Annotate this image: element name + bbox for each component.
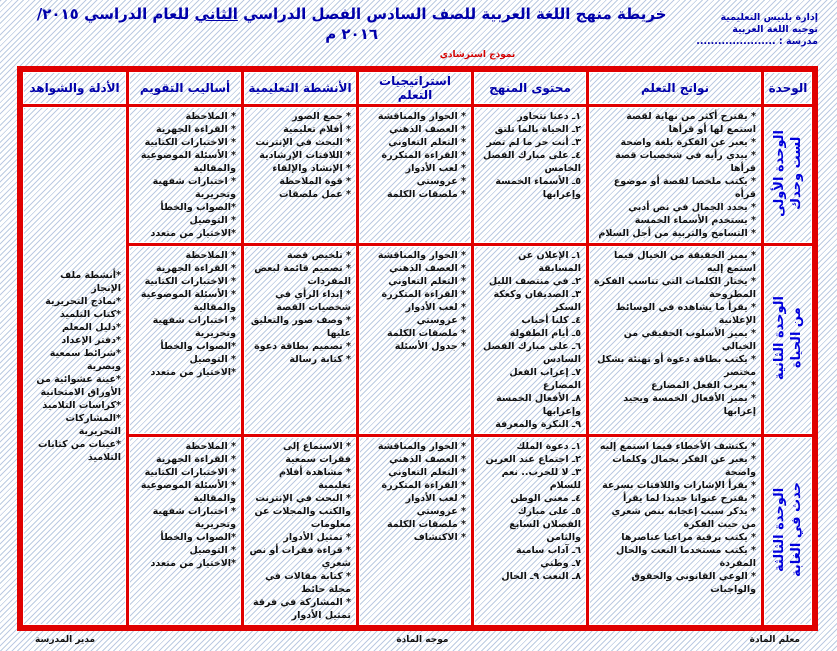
list-item: * يقترح عنوانا جديدا لما يقرأ bbox=[623, 493, 756, 504]
list-item: * الاختبارات الكتابية bbox=[144, 467, 236, 478]
list-item: ٦ـ على مبارك الفصل السادس bbox=[483, 341, 581, 365]
list-item: * يميز الأسلوب الحقيقي من الخيالي bbox=[623, 328, 756, 352]
item-list bbox=[479, 110, 581, 201]
list-item: * اللافتات الإرشادية bbox=[259, 150, 351, 161]
list-item: ٢ـ الحياة بالما تلتق bbox=[494, 124, 581, 135]
header-row bbox=[23, 72, 812, 104]
list-item: *كراسات التلاميذ bbox=[42, 399, 121, 411]
list-item: * العصف الذهني bbox=[389, 263, 466, 274]
list-item: * جدول الأسئلة bbox=[394, 341, 466, 352]
list-item: *دفتر الإعداد bbox=[61, 334, 121, 346]
list-item: * قراءة فقرات أو نص شعري bbox=[249, 545, 351, 569]
list-item: *الصواب والخطأ bbox=[160, 532, 236, 543]
col-strategies: استراتيجيات التعلم bbox=[359, 72, 471, 104]
list-item: ١ـ دعوة الملك bbox=[516, 441, 581, 452]
list-item: ٨ـ النعت ٩ـ الحال bbox=[501, 571, 581, 582]
outcomes-cell bbox=[589, 107, 761, 243]
list-item: ٩ـ النكرة والمعرفة bbox=[495, 419, 581, 430]
list-item: *المشاركات التحريرية bbox=[65, 412, 121, 437]
list-item: * لعب الأدوار bbox=[405, 302, 466, 313]
list-item: * الإنشاد والإلقاء bbox=[272, 163, 351, 174]
list-item: * الحوار والمناقشة bbox=[377, 441, 466, 452]
unit-label: الوحدة الثالثة حدث في الغابة bbox=[772, 481, 804, 577]
title-year: للعام الدراسي ٢٠١٥/ ٢٠١٦ م bbox=[36, 5, 379, 43]
list-item: * مشاهدة أفلام تعليمية bbox=[278, 467, 351, 491]
list-item: * القراءة المتكررة bbox=[381, 480, 466, 491]
list-item: * عروستي bbox=[416, 176, 466, 187]
item-list bbox=[594, 110, 756, 240]
unit-row-3 bbox=[23, 437, 812, 625]
list-item: * يذكر سبب إعجابه بنص شعري من حيث الفكرة bbox=[611, 506, 756, 530]
content-cell bbox=[474, 107, 586, 243]
list-item: * لعب الأدوار bbox=[405, 493, 466, 504]
list-item: *دليل المعلم bbox=[62, 321, 121, 333]
list-item: ٨ـ الأفعال الخمسة وإعرابها bbox=[496, 393, 581, 417]
item-list bbox=[134, 110, 236, 240]
list-item: ٢ـ في منتصف الليل bbox=[488, 276, 581, 287]
list-item: ٢ـ اجتماع عند العرين bbox=[485, 454, 581, 465]
list-item: *الصواب والخطأ bbox=[160, 341, 236, 352]
list-item: * الاختبارات الكتابية bbox=[144, 137, 236, 148]
teacher-signature: معلم المادة bbox=[749, 635, 800, 645]
col-outcomes: نواتج التعلم bbox=[589, 72, 761, 104]
page-header bbox=[17, 4, 818, 48]
list-item: * كتابة مقالات في مجلة حائط bbox=[265, 571, 351, 595]
list-item: * تلخيص قصة bbox=[286, 250, 351, 261]
assessment-cell bbox=[129, 246, 241, 434]
list-item: ٧ـ وطني bbox=[540, 558, 581, 569]
list-item: ٣ـ أنت حر ما لم تضر bbox=[486, 137, 581, 148]
list-item: * يكتب برقية مراعيا عناصرها bbox=[621, 532, 756, 543]
list-item: * قوة الملاحظة bbox=[279, 176, 351, 187]
list-item: * التعلم التعاوني bbox=[388, 137, 466, 148]
list-item: * القراءة المتكررة bbox=[381, 289, 466, 300]
admin-name: إدارة بلبيس التعليمية bbox=[720, 12, 818, 23]
list-item: ٣ـ لا للحرب.. نعم للسلام bbox=[501, 467, 581, 491]
list-item: * الاستماع إلى فقرات سمعية bbox=[283, 441, 351, 465]
list-item: * يعرب الفعل المضارع bbox=[651, 380, 756, 391]
list-item: * الملاحظة bbox=[185, 441, 236, 452]
list-item: * عروستي bbox=[416, 315, 466, 326]
item-list bbox=[28, 269, 121, 464]
unit-cell bbox=[764, 246, 812, 434]
list-item: * التوصيل bbox=[189, 545, 236, 556]
item-list bbox=[249, 110, 351, 201]
list-item: * اختبارات شفهية وتحريرية bbox=[152, 315, 236, 339]
signatures bbox=[17, 635, 818, 645]
item-list bbox=[249, 249, 351, 366]
list-item: * العصف الذهني bbox=[389, 124, 466, 135]
list-item: * تصميم بطاقة دعوة bbox=[254, 341, 351, 352]
list-item: * التسامح والتربية من أجل السلام bbox=[598, 228, 756, 239]
list-item: * يبدي رأيه في شخصيات قصة قرأها bbox=[615, 150, 756, 174]
unit-label: الوحدة الثانية من الحياة bbox=[772, 295, 804, 381]
outcomes-cell bbox=[589, 437, 761, 625]
content-cell bbox=[474, 437, 586, 625]
list-item: * التعلم التعاوني bbox=[388, 276, 466, 287]
col-activities: الأنشطة التعليمية bbox=[244, 72, 356, 104]
list-item: * التوصيل bbox=[189, 354, 236, 365]
list-item: * القراءة الجهرية bbox=[155, 263, 236, 274]
unit-cell bbox=[764, 107, 812, 243]
list-item: * وصف صور والتعليق عليها bbox=[250, 315, 351, 339]
item-list bbox=[364, 249, 466, 353]
list-item: * تصميم قائمة لبعض المفردات bbox=[254, 263, 351, 287]
list-item: * تمثيل الأدوار bbox=[283, 532, 351, 543]
list-item: *نماذج التحريرية bbox=[45, 295, 121, 307]
list-item: * إبداء الرأي في شخصيات القصة bbox=[275, 289, 351, 313]
list-item: * يميز الأفعال الخمسة ويجيد إعرابها bbox=[623, 393, 756, 417]
strategies-cell bbox=[359, 437, 471, 625]
list-item: * القراءة الجهرية bbox=[155, 454, 236, 465]
list-item: * يعبر عن الفكر بجمال وكلمات واضحة bbox=[612, 454, 756, 478]
list-item: * الاختبارات الكتابية bbox=[144, 276, 236, 287]
list-item: * عروستي bbox=[416, 506, 466, 517]
list-item: ٤ـ كلنا أحباب bbox=[521, 315, 581, 326]
list-item: * يحدد الجمال في نص أدبي bbox=[628, 202, 756, 213]
list-item: *عينات من كتابات التلاميذ bbox=[37, 438, 121, 463]
list-item: * التوصيل bbox=[189, 215, 236, 226]
unit-row-2 bbox=[23, 246, 812, 434]
curriculum-map-table bbox=[17, 66, 818, 631]
list-item: * اختبارات شفهية وتحريرية bbox=[152, 506, 236, 530]
list-item: *الصواب والخطأ bbox=[160, 202, 236, 213]
list-item: * عمل ملصقات bbox=[279, 189, 351, 200]
item-list bbox=[479, 249, 581, 431]
list-item: * يقرأ الإشارات واللافتات بسرعة bbox=[602, 480, 756, 491]
list-item: * أفلام تعليمية bbox=[283, 124, 351, 135]
list-item: * يكتب مستخدما النعت والحال المفردة bbox=[616, 545, 756, 569]
list-item: * الحوار والمناقشة bbox=[377, 250, 466, 261]
list-item: * جمع الصور bbox=[292, 111, 351, 122]
school-field: مدرسة : ...................... bbox=[696, 36, 818, 47]
list-item: ٧ـ إعراب الفعل المضارع bbox=[509, 367, 581, 391]
list-item: * المشاركة في فرقة تمثيل الأدوار bbox=[252, 597, 351, 621]
subtitle: نموذج استرشادي bbox=[439, 50, 516, 60]
list-item: * الوعي القانوني والحقوق والواجبات bbox=[631, 571, 756, 595]
list-item: * التعلم التعاوني bbox=[388, 467, 466, 478]
assessment-cell bbox=[129, 107, 241, 243]
list-item: *أنشطة ملف الإنجاز bbox=[60, 269, 121, 294]
list-item: * لعب الأدوار bbox=[405, 163, 466, 174]
list-item: * الحوار والمناقشة bbox=[377, 111, 466, 122]
list-item: ٥ـ على مبارك الفصلان السابع والثامن bbox=[509, 506, 581, 543]
unit-cell bbox=[764, 437, 812, 625]
list-item: * كتابة رسالة bbox=[289, 354, 351, 365]
list-item: *شرائط سمعية وبصرية bbox=[49, 347, 121, 372]
evidence-cell bbox=[23, 107, 126, 625]
list-item: * الأسئلة الموضوعية والمقالية bbox=[140, 480, 236, 504]
assessment-cell bbox=[129, 437, 241, 625]
col-unit: الوحدة bbox=[764, 72, 812, 104]
list-item: *الاختيار من متعدد bbox=[150, 558, 236, 569]
unit-label: الوحدة الأولى لست وحدك bbox=[772, 129, 804, 217]
item-list bbox=[594, 249, 756, 418]
activities-cell bbox=[244, 246, 356, 434]
list-item: * الملاحظة bbox=[185, 250, 236, 261]
supervision-name: توجيه اللغة العربية bbox=[732, 24, 818, 35]
list-item: * يكتب ملخصا لقصة أو موضوع قرأه bbox=[613, 176, 756, 200]
list-item: * يختار الكلمات التي تناسب الفكرة المطروحة bbox=[594, 276, 756, 300]
list-item: * العصف الذهني bbox=[389, 454, 466, 465]
list-item: * يعبر عن الفكرة بلغة واضحة bbox=[620, 137, 756, 148]
strategies-cell bbox=[359, 246, 471, 434]
list-item: ٤ـ معنى الوطن bbox=[510, 493, 581, 504]
list-item: * الاكتشاف bbox=[413, 532, 466, 543]
page-title bbox=[17, 4, 686, 44]
outcomes-cell bbox=[589, 246, 761, 434]
list-item: ٣ـ الصديقان وكعكة السكر bbox=[493, 289, 581, 313]
principal-signature: مدير المدرسة bbox=[35, 635, 96, 645]
list-item: * يميز الحقيقة من الخيال فيما استمع إليه bbox=[613, 250, 756, 274]
list-item: ٥ـ الأسماء الخمسة وإعرابها bbox=[495, 176, 581, 200]
item-list bbox=[479, 440, 581, 583]
list-item: * البحث في الإنترنت والكتب والمجلات عن معلومات bbox=[254, 493, 351, 530]
list-item: * يقترح أكثر من نهاية لقصة استمع لها أو قرأها bbox=[626, 111, 756, 135]
list-item: * يستخدم الأسماء الخمسة bbox=[634, 215, 756, 226]
list-item: * يكتشف الأخطاء فيما استمع إليه bbox=[599, 441, 756, 452]
strategies-cell bbox=[359, 107, 471, 243]
list-item: * الأسئلة الموضوعية والمقالية bbox=[140, 150, 236, 174]
col-content: محتوى المنهج bbox=[474, 72, 586, 104]
item-list bbox=[134, 440, 236, 570]
header-info bbox=[696, 4, 818, 48]
list-item: * اختبارات شفهية وتحريرية bbox=[152, 176, 236, 200]
content-cell bbox=[474, 246, 586, 434]
list-item: * البحث في الإنترنت bbox=[255, 137, 351, 148]
col-evidence: الأدلة والشواهد bbox=[23, 72, 126, 104]
item-list bbox=[364, 440, 466, 544]
list-item: ٥ـ أيام الطفولة bbox=[509, 328, 581, 339]
list-item: ٦ـ آداب سامية bbox=[515, 545, 581, 556]
list-item: * الأسئلة الموضوعية والمقالية bbox=[140, 289, 236, 313]
list-item: ١ـ الإعلان عن المسابقة bbox=[518, 250, 581, 274]
activities-cell bbox=[244, 437, 356, 625]
list-item: * يقرأ ما يشاهده في الوسائط الإعلانية bbox=[615, 302, 756, 326]
list-item: *الاختيار من متعدد bbox=[150, 228, 236, 239]
title-part: خريطة منهج اللغة العربية للصف السادس الفصل الدراسي bbox=[237, 5, 667, 23]
list-item: * ملصقات الكلمة bbox=[386, 519, 466, 530]
activities-cell bbox=[244, 107, 356, 243]
list-item: *كتاب التلميذ bbox=[59, 308, 121, 320]
item-list bbox=[364, 110, 466, 201]
item-list bbox=[134, 249, 236, 379]
item-list bbox=[249, 440, 351, 622]
supervisor-signature: موجه المادة bbox=[396, 635, 449, 645]
list-item: * القراءة المتكررة bbox=[381, 150, 466, 161]
unit-row-1 bbox=[23, 107, 812, 243]
list-item: * ملصقات الكلمة bbox=[386, 189, 466, 200]
list-item: *الاختيار من متعدد bbox=[150, 367, 236, 378]
list-item: * ملصقات الكلمة bbox=[386, 328, 466, 339]
col-assessment: أساليب التقويم bbox=[129, 72, 241, 104]
list-item: ٤ـ على مبارك الفصل الخامس bbox=[483, 150, 581, 174]
item-list bbox=[594, 440, 756, 596]
list-item: * القراءة الجهرية bbox=[155, 124, 236, 135]
list-item: * الملاحظة bbox=[185, 111, 236, 122]
list-item: * يكتب بطاقة دعوة أو تهنئة بشكل مختصر bbox=[597, 354, 756, 378]
list-item: *عينة عشوائية من الأوراق الامتحانية bbox=[36, 373, 121, 398]
list-item: ١ـ دعنا نتحاور bbox=[517, 111, 581, 122]
title-semester: الثاني bbox=[194, 5, 238, 23]
